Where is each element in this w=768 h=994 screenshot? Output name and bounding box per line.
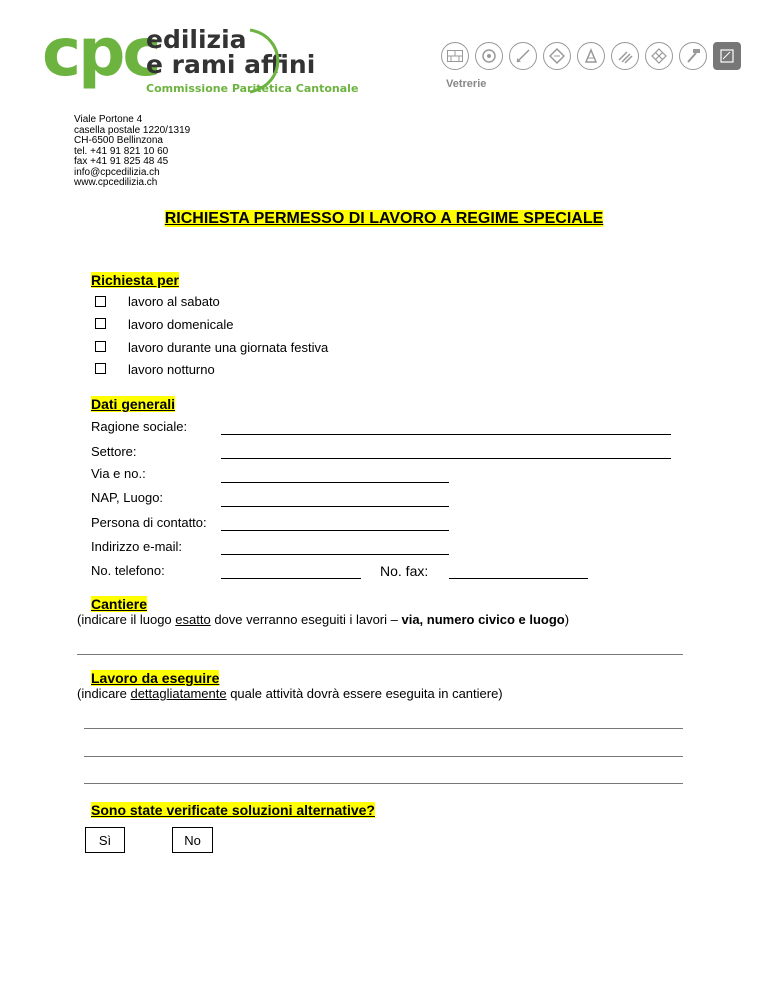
trowel-icon [509, 42, 537, 70]
logo-cpc: cpc [42, 14, 159, 91]
field-ragione[interactable] [221, 434, 671, 435]
checkbox-festiva[interactable] [95, 341, 106, 352]
field-fax[interactable] [449, 578, 588, 579]
cantiere-note-close: ) [564, 612, 570, 627]
answer-no-box[interactable] [172, 827, 213, 853]
address-tel: tel. +41 91 821 10 60 [74, 145, 169, 157]
field-cantiere[interactable] [77, 654, 683, 655]
logo-text-commissione: Commissione Paritetica Cantonale [146, 82, 359, 95]
address-city: CH-6500 Bellinzona [74, 135, 163, 146]
label-email: Indirizzo e-mail: [91, 539, 183, 554]
hammer-icon [679, 42, 707, 70]
glass-square-icon [713, 42, 741, 70]
field-via[interactable] [221, 482, 449, 483]
richiesta-heading-text: Richiesta per [91, 272, 179, 288]
address-block [74, 115, 190, 189]
address-web: www.cpcedilizia.ch [74, 177, 158, 188]
answer-no-label: No [184, 832, 201, 848]
logo-text-rami: e rami affini [146, 50, 316, 79]
page-title [0, 210, 768, 228]
label-fax: No. fax: [380, 563, 429, 579]
field-nap[interactable] [221, 506, 449, 507]
checkbox-notturno[interactable] [95, 363, 106, 374]
option-domenicale: lavoro domenicale [128, 317, 234, 332]
cantiere-note [77, 612, 569, 627]
lavoro-note-dettagliatamente: dettagliatamente [130, 686, 227, 701]
field-telefono[interactable] [221, 578, 361, 579]
lavoro-note-open: (indicare [77, 686, 131, 701]
trade-icons [441, 42, 741, 70]
cone-icon [577, 42, 605, 70]
address-street: Viale Portone 4 [74, 114, 143, 125]
checkbox-sabato[interactable] [95, 296, 106, 307]
panels-icon [611, 42, 639, 70]
logo-arc-icon [246, 26, 286, 96]
lavoro-note-rest: quale attività dovrà essere eseguita in cantiere) [226, 686, 503, 701]
label-ragione: Ragione sociale: [91, 419, 188, 434]
field-settore[interactable] [221, 458, 671, 459]
answer-si-box[interactable] [85, 827, 125, 853]
label-via: Via e no.: [91, 466, 146, 481]
lavoro-note [77, 686, 503, 701]
brick-icon [441, 42, 469, 70]
field-lavoro-2[interactable] [84, 756, 683, 757]
cantiere-note-bold: via, numero civico e luogo [401, 612, 565, 627]
option-festiva: lavoro durante una giornata festiva [128, 340, 329, 355]
address-fax: fax +41 91 825 48 45 [74, 156, 169, 167]
field-persona[interactable] [221, 530, 449, 531]
answer-si-label: Sì [98, 832, 112, 848]
label-settore: Settore: [91, 444, 137, 459]
vetrerie-label: Vetrerie [446, 78, 487, 90]
field-lavoro-3[interactable] [84, 783, 683, 784]
option-sabato: lavoro al sabato [128, 294, 220, 309]
alternative-heading [91, 802, 375, 820]
alternative-heading-text: Sono state verificate soluzioni alternative? [91, 802, 375, 818]
glass-diamond-icon [543, 42, 571, 70]
cantiere-note-open: (indicare il luogo [77, 612, 176, 627]
label-telefono: No. telefono: [91, 563, 165, 578]
lavoro-heading-text: Lavoro da eseguire [91, 670, 220, 686]
disc-icon [475, 42, 503, 70]
address-email: info@cpcedilizia.ch [74, 166, 160, 178]
address-po-box: casella postale 1220/1319 [74, 124, 191, 136]
field-lavoro-1[interactable] [84, 728, 683, 729]
cantiere-heading-text: Cantiere [91, 596, 148, 612]
cantiere-note-mid: dove verranno eseguiti i lavori – [210, 612, 402, 627]
field-email[interactable] [221, 554, 449, 555]
tiles-icon [645, 42, 673, 70]
logo-text-edilizia: edilizia [146, 25, 247, 54]
checkbox-domenicale[interactable] [95, 318, 106, 329]
label-persona: Persona di contatto: [91, 515, 207, 530]
cantiere-note-esatto: esatto [175, 612, 211, 627]
richiesta-heading [91, 272, 179, 290]
page-title-text: RICHIESTA PERMESSO DI LAVORO A REGIME SPECIALE [164, 210, 604, 227]
option-notturno: lavoro notturno [128, 362, 215, 377]
label-nap: NAP, Luogo: [91, 490, 164, 505]
dati-heading [91, 396, 175, 414]
dati-heading-text: Dati generali [91, 396, 176, 412]
